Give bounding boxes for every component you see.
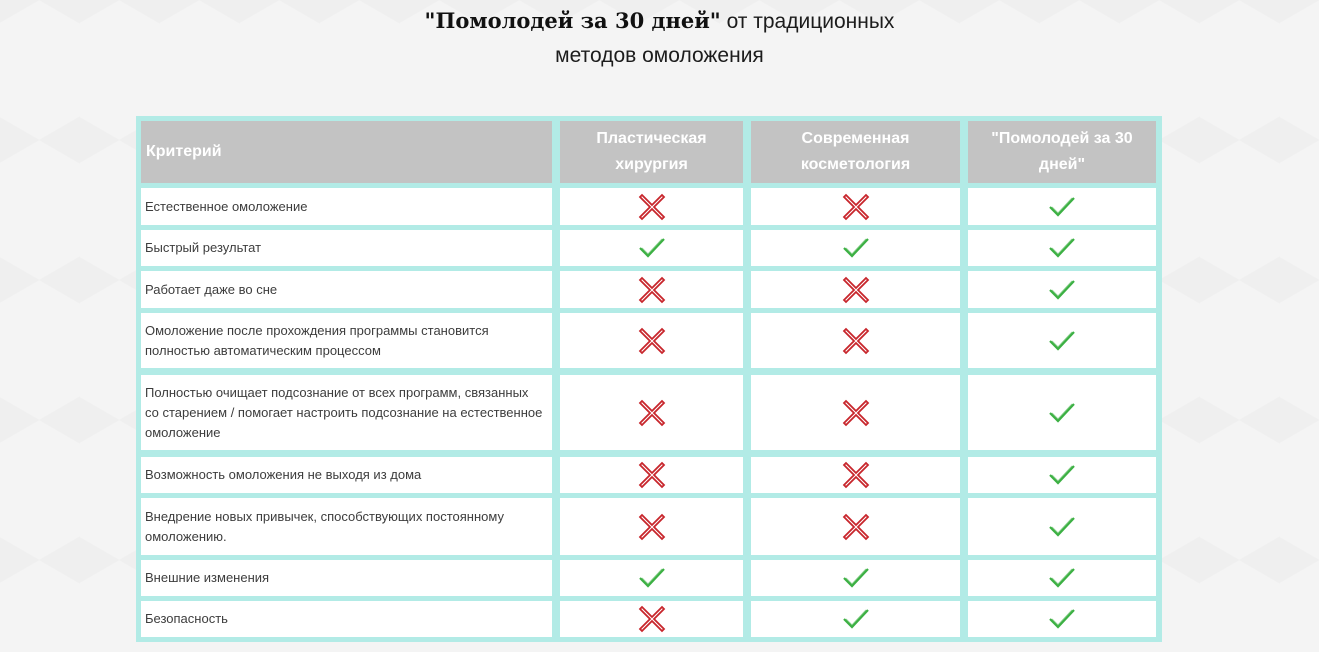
- cross-icon: [637, 512, 667, 542]
- criterion-label: Омоложение после прохождения программы становится полностью автоматическим процессом: [141, 313, 552, 368]
- cell-cosmetology: [751, 375, 960, 450]
- check-icon: [1047, 275, 1077, 305]
- cell-program: [968, 457, 1156, 493]
- heading-line-1: [0, 4, 1319, 39]
- cell-program: [968, 271, 1156, 308]
- column-header-plastic-surgery: Пластическая хирургия: [560, 121, 743, 183]
- cell-cosmetology: [751, 271, 960, 308]
- table-row: [136, 188, 1162, 225]
- cell-cosmetology: [751, 313, 960, 368]
- check-icon: [841, 233, 871, 263]
- table-header-row: [136, 121, 1162, 183]
- criterion-label: Быстрый результат: [141, 230, 552, 266]
- heading-rest: от традиционных: [720, 10, 895, 33]
- cross-icon: [637, 326, 667, 356]
- cross-icon: [841, 460, 871, 490]
- table-row: [136, 560, 1162, 596]
- cell-plastic-surgery: [560, 601, 743, 637]
- check-icon: [637, 233, 667, 263]
- check-icon: [1047, 512, 1077, 542]
- check-icon: [1047, 460, 1077, 490]
- check-icon: [1047, 604, 1077, 634]
- cross-icon: [841, 398, 871, 428]
- column-header-cosmetology: Современная косметология: [751, 121, 960, 183]
- cell-plastic-surgery: [560, 271, 743, 308]
- cell-program: [968, 188, 1156, 225]
- check-icon: [637, 563, 667, 593]
- cross-icon: [637, 275, 667, 305]
- criterion-label: Возможность омоложения не выходя из дома: [141, 457, 552, 493]
- cross-icon: [637, 398, 667, 428]
- comparison-table: [136, 116, 1162, 642]
- cell-cosmetology: [751, 230, 960, 266]
- cell-plastic-surgery: [560, 230, 743, 266]
- criterion-label: Внедрение новых привычек, способствующих постоянному омоложению.: [141, 498, 552, 555]
- check-icon: [1047, 326, 1077, 356]
- section-heading: [0, 4, 1319, 73]
- criterion-label: Работает даже во сне: [141, 271, 552, 308]
- check-icon: [841, 563, 871, 593]
- cell-cosmetology: [751, 188, 960, 225]
- table-row: [136, 271, 1162, 308]
- heading-line-2: методов омоложения: [555, 44, 764, 67]
- cell-plastic-surgery: [560, 313, 743, 368]
- cell-program: [968, 560, 1156, 596]
- check-icon: [841, 604, 871, 634]
- table-row: [136, 313, 1162, 368]
- criterion-label: Безопасность: [141, 601, 552, 637]
- cell-cosmetology: [751, 601, 960, 637]
- cross-icon: [841, 192, 871, 222]
- check-icon: [1047, 563, 1077, 593]
- cell-program: [968, 313, 1156, 368]
- table-row: [136, 230, 1162, 266]
- table-row: [136, 375, 1162, 450]
- cross-icon: [637, 460, 667, 490]
- column-header-criterion: Критерий: [141, 121, 552, 183]
- cell-cosmetology: [751, 498, 960, 555]
- cell-plastic-surgery: [560, 188, 743, 225]
- cell-plastic-surgery: [560, 560, 743, 596]
- check-icon: [1047, 398, 1077, 428]
- cell-plastic-surgery: [560, 457, 743, 493]
- cell-program: [968, 375, 1156, 450]
- cell-program: [968, 601, 1156, 637]
- heading-program-name: "Помолодей за 30 дней": [424, 8, 721, 33]
- cell-cosmetology: [751, 560, 960, 596]
- cell-program: [968, 498, 1156, 555]
- check-icon: [1047, 233, 1077, 263]
- table-row: [136, 601, 1162, 637]
- cross-icon: [637, 192, 667, 222]
- criterion-label: Внешние изменения: [141, 560, 552, 596]
- cell-plastic-surgery: [560, 498, 743, 555]
- cross-icon: [841, 326, 871, 356]
- cross-icon: [841, 512, 871, 542]
- cell-program: [968, 230, 1156, 266]
- column-header-program: "Помолодей за 30 дней": [968, 121, 1156, 183]
- cell-cosmetology: [751, 457, 960, 493]
- criterion-label: Полностью очищает подсознание от всех программ, связанных со старением / помогает настроить подсознание на естественное омоложение: [141, 375, 552, 450]
- check-icon: [1047, 192, 1077, 222]
- cross-icon: [841, 275, 871, 305]
- criterion-label: Естественное омоложение: [141, 188, 552, 225]
- table-row: [136, 498, 1162, 555]
- cross-icon: [637, 604, 667, 634]
- table-row: [136, 457, 1162, 493]
- cell-plastic-surgery: [560, 375, 743, 450]
